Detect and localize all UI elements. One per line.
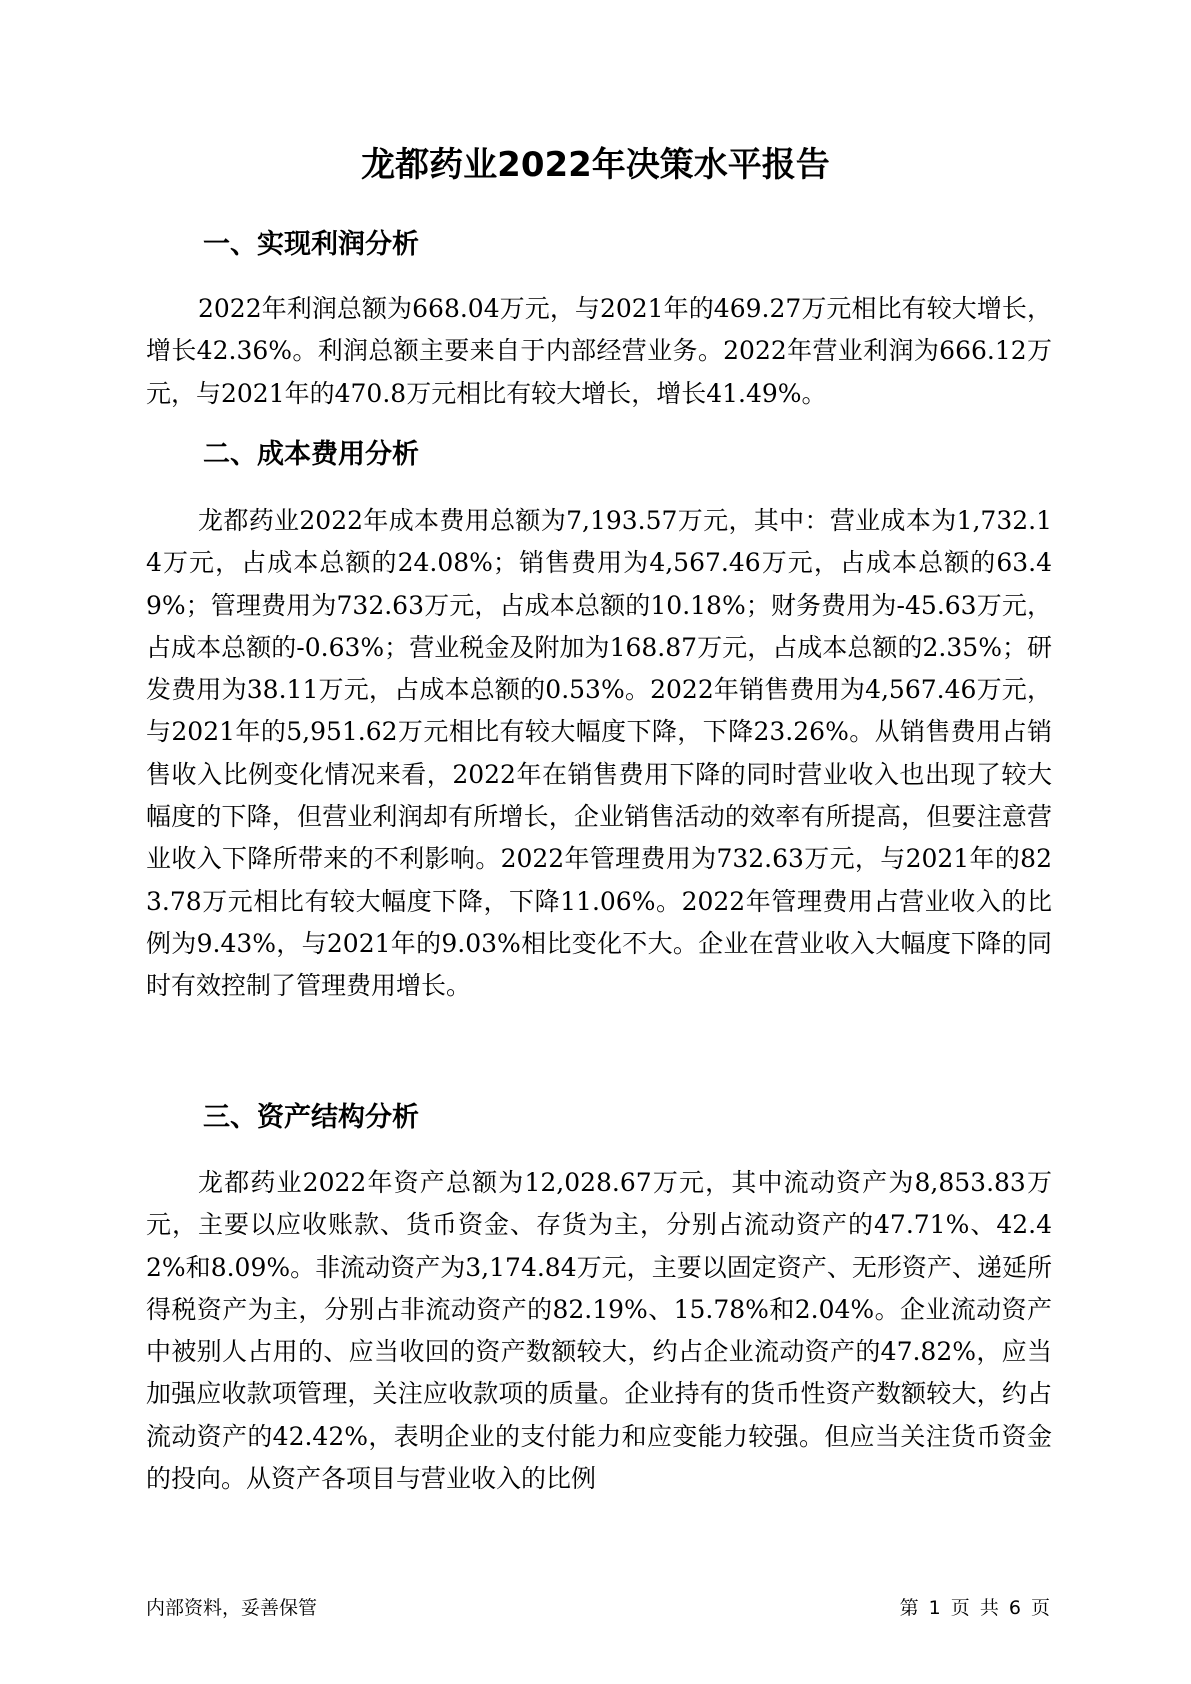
footer-page-number: 第 1 页 共 6 页 xyxy=(899,1597,1050,1619)
section-heading-profit: 一、实现利润分析 xyxy=(203,229,419,260)
footer-confidential-note: 内部资料，妥善保管 xyxy=(146,1597,318,1619)
document-title: 龙都药业2022年决策水平报告 xyxy=(361,145,830,185)
section-heading-cost: 二、成本费用分析 xyxy=(203,439,419,470)
section-heading-assets: 三、资产结构分析 xyxy=(203,1102,419,1133)
section-paragraph-assets: 龙都药业2022年资产总额为12,028.67万元，其中流动资产为8,853.83万元，主要以应收账款、货币资金、存货为主，分别占流动资产的47.71%、42.42%和8.09%。非流动资产为3,174.84万元，主要以固定资产、无形资产、递延所得税资产为主，分别占非流动资产的82.19%、15.78%和2.04%。企业流动资产中被别人占用的、应当收回的资产数额较大，约占企业流动资产的47.82%，应当加强应收款项管理，关注应收款项的质量。企业持有的货币性资产数额较大，约占流动资产的42.42%，表明企业的支付能力和应变能力较强。但应当关注货币资金的投向。从资产各项目与营业收入的比例 xyxy=(146,1168,1052,1494)
section-paragraph-cost: 龙都药业2022年成本费用总额为7,193.57万元，其中：营业成本为1,732.14万元，占成本总额的24.08%；销售费用为4,567.46万元，占成本总额的63.49%；管理费用为732.63万元，占成本总额的10.18%；财务费用为-45.63万元，占成本总额的-0.63%；营业税金及附加为168.87万元，占成本总额的2.35%；研发费用为38.11万元，占成本总额的0.53%。2022年销售费用为4,567.46万元，与2021年的5,951.62万元相比有较大幅度下降，下降23.26%。从销售费用占销售收入比例变化情况来看，2022年在销售费用下降的同时营业收入也出现了较大幅度的下降，但营业利润却有所增长，企业销售活动的效率有所提高，但要注意营业收入下降所带来的不利影响。2022年管理费用为732.63万元，与2021年的823.78万元相比有较大幅度下降，下降11.06%。2022年管理费用占营业收入的比例为9.43%，与2021年的9.03%相比变化不大。企业在营业收入大幅度下降的同时有效控制了管理费用增长。 xyxy=(146,506,1052,1001)
section-paragraph-profit: 2022年利润总额为668.04万元，与2021年的469.27万元相比有较大增长，增长42.36%。利润总额主要来自于内部经营业务。2022年营业利润为666.12万元，与2021年的470.8万元相比有较大增长，增长41.49%。 xyxy=(146,294,1052,408)
